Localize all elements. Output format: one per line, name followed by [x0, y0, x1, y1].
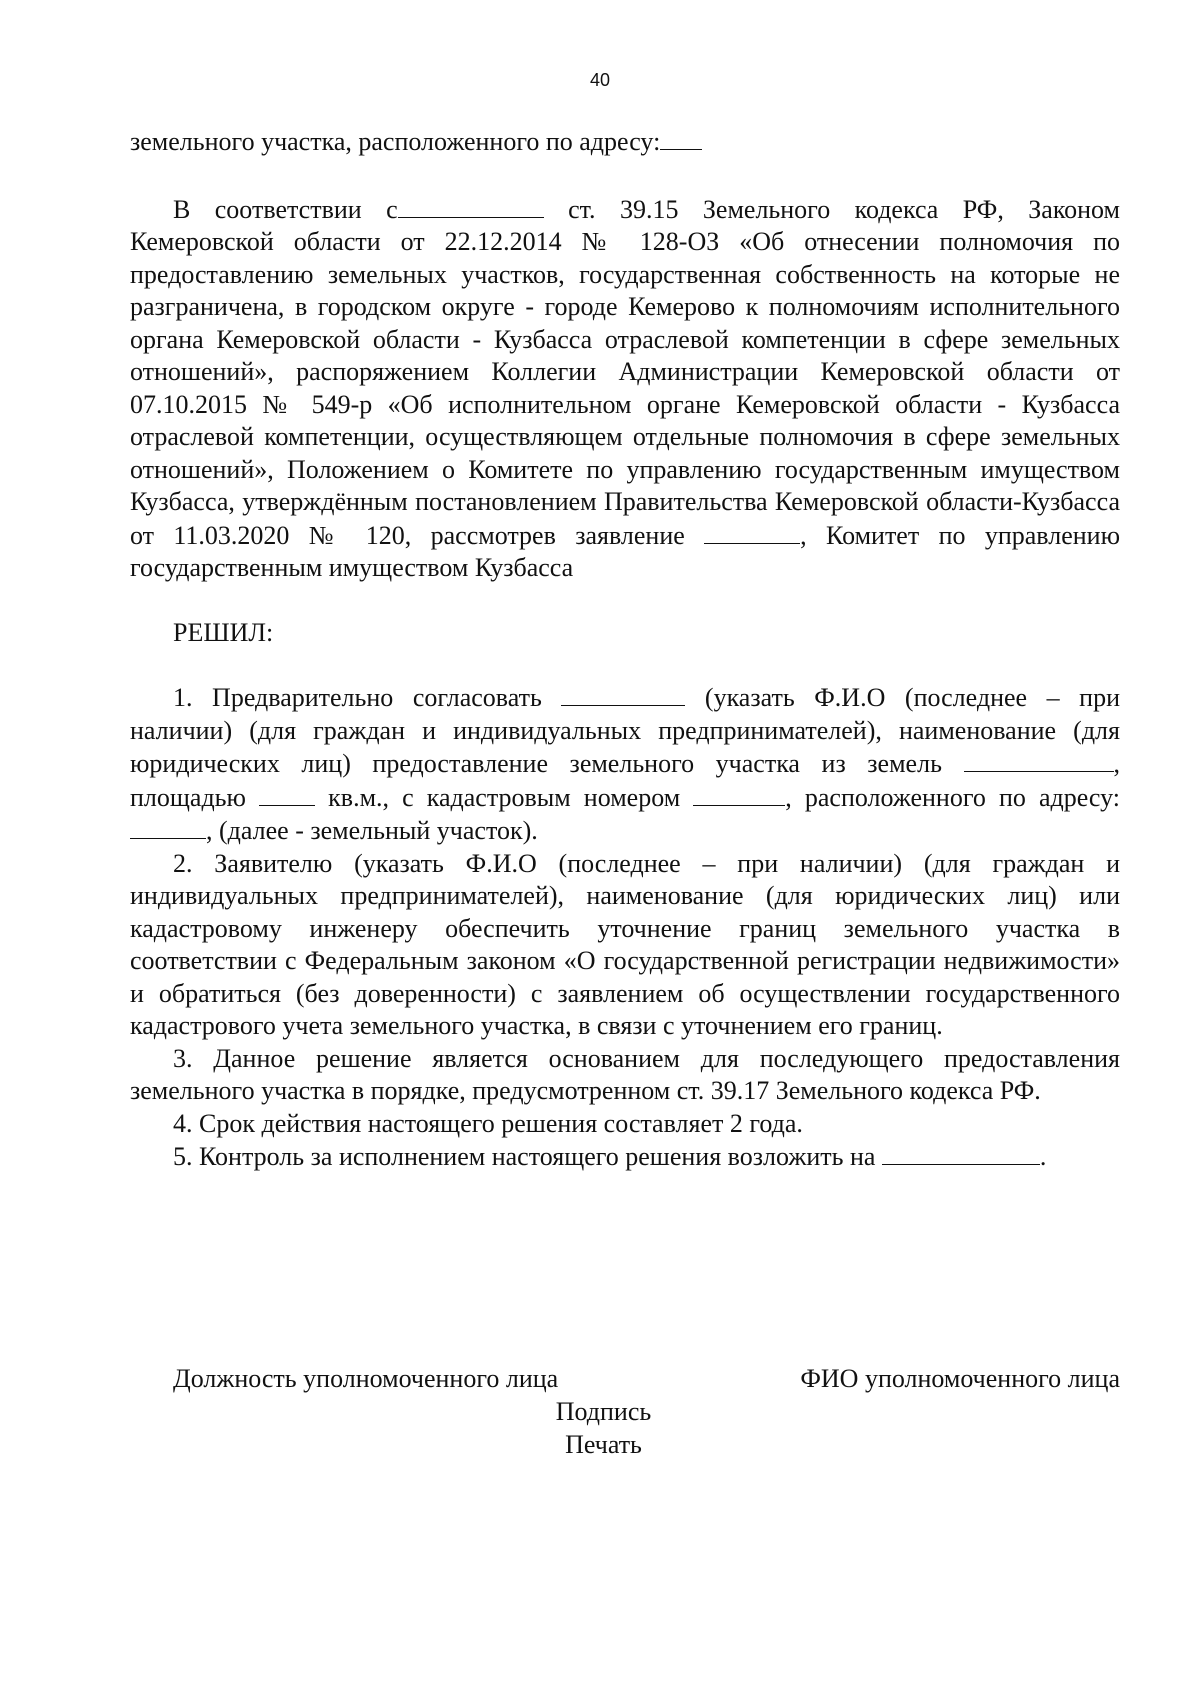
- basis-text-start: В соответствии с: [173, 194, 398, 224]
- land-category-blank: [964, 747, 1114, 772]
- plot-address-blank: [130, 814, 206, 839]
- spacer: [130, 159, 1120, 193]
- stamp-label: Печать: [565, 1430, 642, 1459]
- item-1-text-b: (указать Ф.И.О (последнее – при наличии) (для граждан и индивидуальных предпринимателей), наименование (для юридических лиц) предоставление земельного участка из земель: [130, 683, 1120, 778]
- page-number: 40: [589, 70, 611, 90]
- decision-item-5: [130, 1140, 1120, 1174]
- control-officer-blank: [882, 1140, 1040, 1165]
- area-blank: [259, 781, 315, 806]
- position-label: Должность уполномоченного лица: [173, 1364, 559, 1393]
- item-1-text-d: кв.м., с кадастровым номером: [315, 782, 694, 812]
- item-1-text-a: 1. Предварительно согласовать: [173, 683, 562, 712]
- sign-label: Подпись: [555, 1397, 652, 1426]
- decision-item-2: 2. Заявителю (указать Ф.И.О (последнее – при наличии) (для граждан и индивидуальных предпринимателей), наименование (для юридических лиц) или кадастровому инженеру обеспечить уточнение границ земельного участка в соответствии с Федеральным законом «О государственной регистрации недвижимости» и обратиться (без доверенности) с заявлением об осуществлении государственного кадастрового учета земельного участка, в связи с уточнением его границ.: [130, 848, 1120, 1040]
- spacer: [130, 585, 1120, 617]
- spacer: [130, 649, 1120, 681]
- basis-blank: [398, 193, 544, 218]
- item-1-text-c: , площадью: [130, 749, 1120, 812]
- item-1-text-f: , (далее - земельный участок).: [206, 816, 538, 845]
- intro-line: [130, 125, 1120, 159]
- application-blank: [704, 519, 800, 544]
- basis-text-end: , Комитет по управлению государственным имуществом Кузбасса: [130, 520, 1120, 582]
- decision-item-3: 3. Данное решение является основанием для последующего предоставления земельного участка в порядке, предусмотренном ст. 39.17 Земельного кодекса РФ.: [130, 1043, 1120, 1105]
- signature-row: [173, 1362, 1120, 1395]
- document-body: [130, 125, 1120, 1174]
- decision-item-4: 4. Срок действия настоящего решения составляет 2 года.: [173, 1108, 803, 1138]
- item-1-text-e: , расположенного по адресу:: [785, 782, 1120, 812]
- address-blank: [660, 125, 702, 150]
- item-5-text-b: .: [1039, 1142, 1047, 1171]
- signature-block: [173, 1362, 1120, 1461]
- intro-line-text: земельного участка, расположенного по адресу:: [130, 127, 661, 156]
- basis-text-main: ст. 39.15 Земельного кодекса РФ, Законом Кемеровской области от 22.12.2014 № 128-ОЗ «Об отнесении полномочия по предоставлению земельных участков, государственная собственность на которые не разграничена, в городском округе - городе Кемерово к полномочиям исполнительного органа Кемеровской области - Кузбасса отраслевой компетенции в сфере земельных отношений», распоряжением Коллегии Администрации Кемеровской области от 07.10.2015 № 549-р «Об исполнительном органе Кемеровской области - Кузбасса отраслевой компетенции, осуществляющем отдельные полномочия в сфере земельных отношений», Положением о Комитете по управлению государственным имуществом Кузбасса, утверждённым постановлением Правительства Кемеровской области-Кузбасса от 11.03.2020 № 120, рассмотрев заявление: [130, 194, 1120, 550]
- basis-paragraph: [130, 193, 1120, 585]
- decision-item-1: [130, 681, 1120, 848]
- decision-heading: РЕШИЛ:: [173, 617, 274, 647]
- item-5-text-a: 5. Контроль за исполнением настоящего решения возложить на: [173, 1142, 882, 1171]
- name-label: ФИО уполномоченного лица: [800, 1364, 1120, 1393]
- cadastral-number-blank: [693, 781, 785, 806]
- applicant-blank: [561, 681, 685, 706]
